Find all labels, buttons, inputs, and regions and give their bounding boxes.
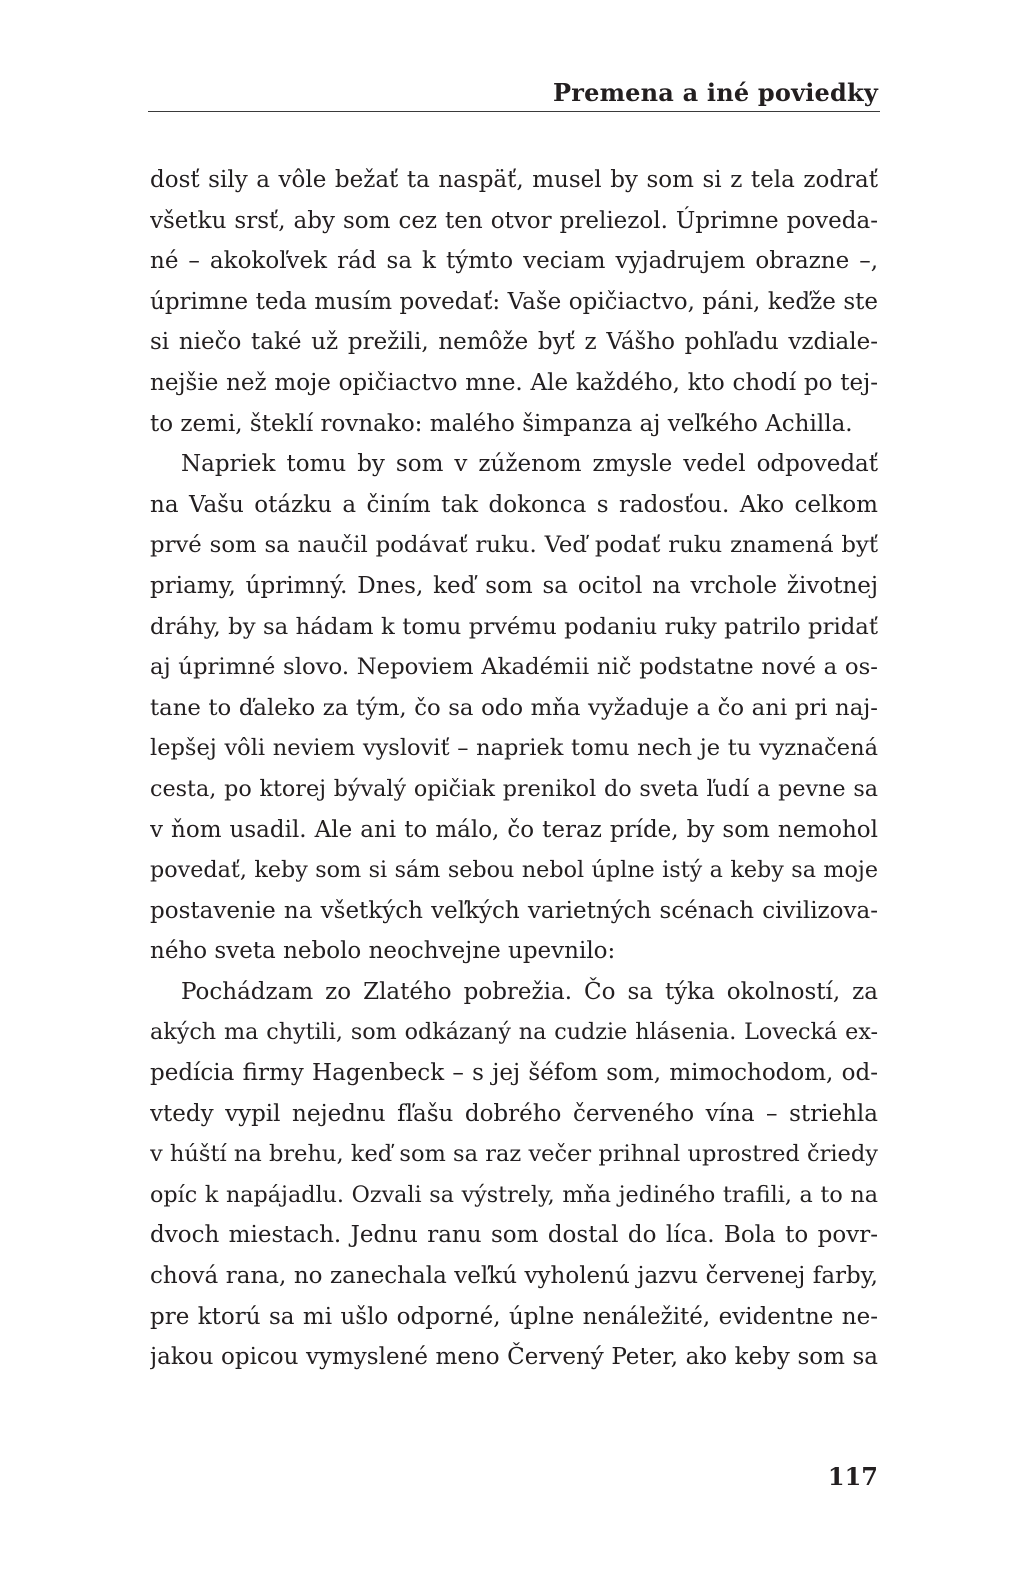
text-line: vtedy vypil nejednu fľašu dobrého červeného vína – striehla xyxy=(150,1100,878,1127)
text-line: Pochádzam zo Zlatého pobrežia. Čo sa týka okolností, za xyxy=(181,978,878,1005)
text-line: priamy, úprimný. Dnes, keď som sa ocitol na vrchole životnej xyxy=(150,572,878,599)
text-line: tane to ďaleko za tým, čo sa odo mňa vyžaduje a čo ani pri naj- xyxy=(150,694,878,721)
body-text xyxy=(150,160,878,1378)
text-line: Napriek tomu by som v zúženom zmysle vedel odpovedať xyxy=(181,451,878,478)
text-line: cesta, po ktorej bývalý opičiak prenikol do sveta ľudí a pevne sa xyxy=(150,775,878,802)
text-line: dráhy, by sa hádam k tomu prvému podaniu ruky patrilo pridať xyxy=(150,613,878,640)
text-line: nejšie než moje opičiactvo mne. Ale každého, kto chodí po tej- xyxy=(150,369,878,396)
text-line: pre ktorú sa mi ušlo odporné, úplne nenáležité, evidentne ne- xyxy=(150,1303,878,1330)
text-line: dvoch miestach. Jednu ranu som dostal do líca. Bola to povr- xyxy=(150,1222,878,1249)
text-line: dosť sily a vôle bežať ta naspäť, musel by som si z tela zodrať xyxy=(150,167,878,193)
text-line: chová rana, no zanechala veľkú vyholenú jazvu červenej farby, xyxy=(150,1263,878,1290)
text-line: všetku srsť, aby som cez ten otvor preliezol. Úprimne poveda- xyxy=(150,207,878,234)
text-line: akých ma chytili, som odkázaný na cudzie hlásenia. Lovecká ex- xyxy=(150,1019,878,1046)
header-rule xyxy=(148,111,880,112)
text-line: lepšej vôli neviem vysloviť – napriek tomu nech je tu vyznačená xyxy=(150,735,878,762)
text-line: na Vašu otázku a činím tak dokonca s radosťou. Ako celkom xyxy=(150,491,878,518)
text-line: pedícia firmy Hagenbeck – s jej šéfom som, mimochodom, od- xyxy=(150,1060,878,1087)
text-line: jakou opicou vymyslené meno Červený Peter, ako keby som sa xyxy=(150,1344,878,1371)
text-line: povedať, keby som si sám sebou nebol úplne istý a keby sa moje xyxy=(150,857,878,884)
text-line: úprimne teda musím povedať: Vaše opičiactvo, páni, keďže ste xyxy=(150,288,878,315)
running-head-title: Premena a iné poviedky xyxy=(553,78,878,107)
text-line: aj úprimné slovo. Nepoviem Akadémii nič podstatne nové a os- xyxy=(150,654,878,681)
text-line: prvé som sa naučil podávať ruku. Veď podať ruku znamená byť xyxy=(150,532,878,559)
text-line: opíc k napájadlu. Ozvali sa výstrely, mňa jediného trafili, a to na xyxy=(150,1181,878,1208)
text-line: v ňom usadil. Ale ani to málo, čo teraz príde, by som nemohol xyxy=(150,816,878,843)
text-line: ného sveta nebolo neochvejne upevnilo: xyxy=(150,938,616,965)
text-line: si niečo také už prežili, nemôže byť z Vášho pohľadu vzdiale- xyxy=(150,329,878,356)
text-line: postavenie na všetkých veľkých varietných scénach civilizova- xyxy=(150,897,878,924)
page-number: 117 xyxy=(827,1462,878,1491)
text-line: to zemi, šteklí rovnako: malého šimpanza aj veľkého Achilla. xyxy=(150,410,853,437)
text-line: né – akokoľvek rád sa k týmto veciam vyjadrujem obrazne –, xyxy=(150,248,878,275)
text-line: v húští na brehu, keď som sa raz večer prihnal uprostred čriedy xyxy=(150,1141,878,1168)
